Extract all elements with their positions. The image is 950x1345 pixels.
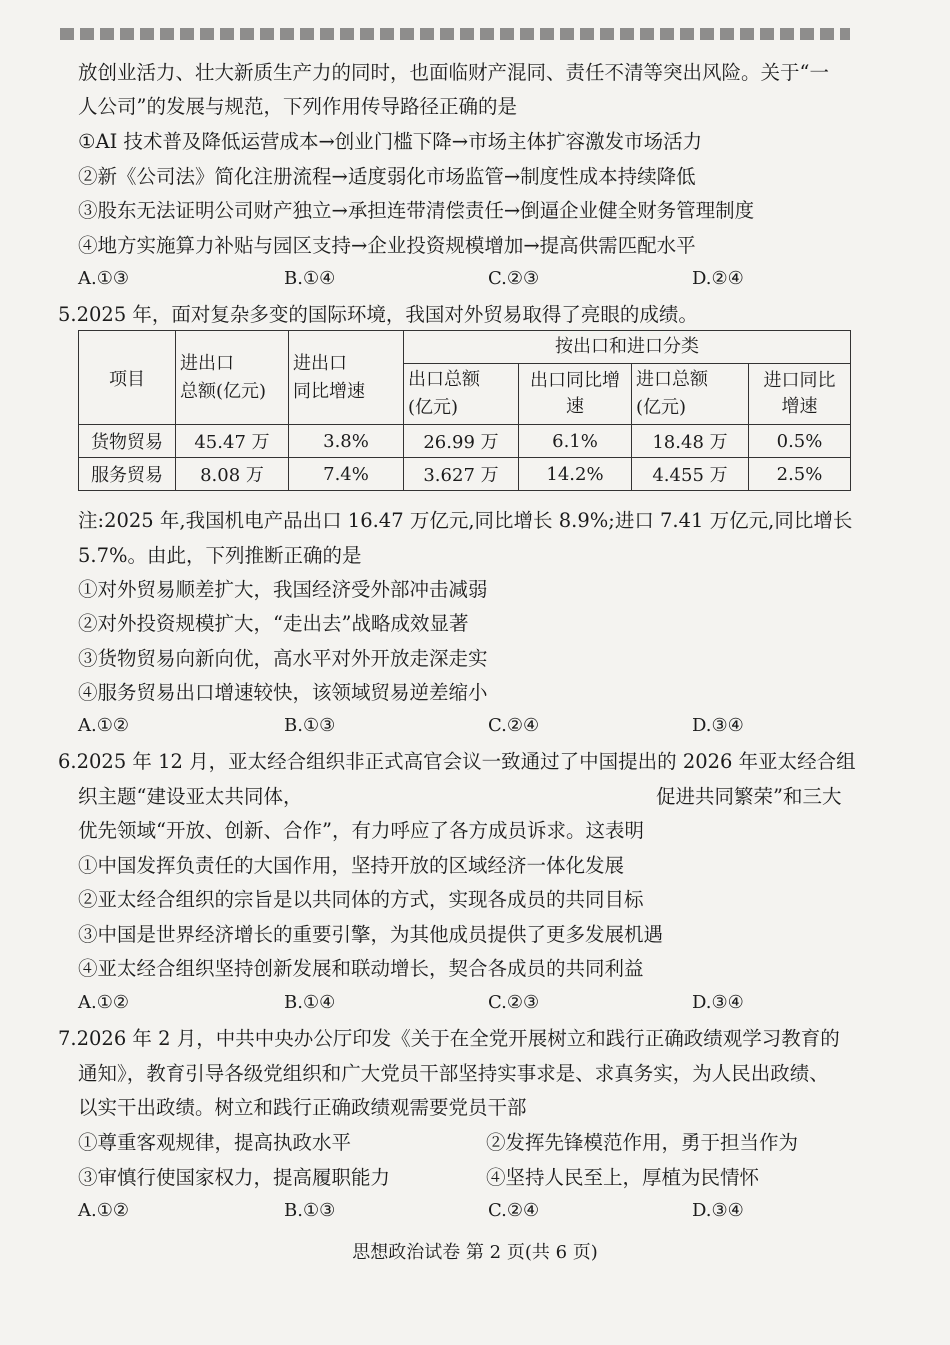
q7-item-3: ③审慎行使国家权力，提高履职能力 [78,1166,391,1189]
row-goods-total: 45.47 万 [176,425,289,458]
q4-option-d: D.②④ [692,268,744,289]
q6-line-1: 6.2025 年 12 月，亚太经合组织非正式高官会议一致通过了中国提出的 2026 年亚太经合组 [58,750,856,773]
q6-line-3: 优先领域“开放、创新、合作”，有力呼应了各方成员诉求。这表明 [78,819,644,842]
row-goods-name: 货物贸易 [79,425,176,458]
q4-item-4: ④地方实施算力补贴与园区支持→企业投资规模增加→提高供需匹配水平 [78,234,696,257]
row-services-import-growth: 2.5% [749,458,851,491]
header-total-line-2: 总额(亿元) [180,380,267,402]
q4-line-2: 人公司”的发展与规范，下列作用传导路径正确的是 [78,95,517,118]
q5-stem: 5.2025 年，面对复杂多变的国际环境，我国对外贸易取得了亮眼的成绩。 [58,303,698,326]
header-export-growth-line-2: 速 [566,396,584,417]
row-services-import: 4.455 万 [632,458,749,491]
q6-options [78,992,868,1018]
q7-options [78,1200,868,1226]
q6-option-d: D.③④ [692,992,744,1013]
header-import-growth [749,364,851,425]
q4-item-3: ③股东无法证明公司财产独立→承担连带清偿责任→倒逼企业健全财务管理制度 [78,199,755,222]
header-growth-line-1: 进出口 [293,352,347,374]
header-export-line-1: 出口总额 [408,369,480,390]
row-goods-import-growth: 0.5% [749,425,851,458]
q6-line-2-part-1: 织主题“建设亚太共同体， [78,785,303,808]
q6-option-c: C.②③ [488,992,540,1013]
q4-option-a: A.①③ [78,268,129,289]
q5-item-3: ③货物贸易向新向优，高水平对外开放走深走实 [78,647,488,670]
q6-line-2-part-2: 促进共同繁荣”和三大 [656,785,842,808]
row-services-name: 服务贸易 [79,458,176,491]
header-import [632,364,749,425]
cropped-top-line [60,28,850,40]
q6-option-a: A.①② [78,992,129,1013]
header-export-growth-line-1: 出口同比增 [530,370,620,391]
q7-option-c: C.②④ [488,1200,540,1221]
header-export-line-2: (亿元) [408,397,459,418]
header-export-growth [519,364,632,425]
q5-options [78,715,868,741]
q6-item-4: ④亚太经合组织坚持创新发展和联动增长，契合各成员的共同利益 [78,957,644,980]
header-import-line-1: 进口总额 [636,369,708,390]
page-footer: 思想政治试卷 第 2 页(共 6 页) [352,1242,598,1263]
header-group: 按出口和进口分类 [404,331,851,364]
header-total-line-1: 进出口 [180,352,234,374]
q5-note-1: 注:2025 年,我国机电产品出口 16.47 万亿元,同比增长 8.9%;进口 7.41 万亿元,同比增长 [78,509,853,532]
q7-item-4: ④坚持人民至上，厚植为民情怀 [486,1166,760,1189]
q5-option-b: B.①③ [284,715,336,736]
q7-item-1: ①尊重客观规律，提高执政水平 [78,1131,352,1154]
q7-items-row-1 [78,1130,868,1156]
row-goods-export: 26.99 万 [404,425,519,458]
q7-line-1: 7.2026 年 2 月，中共中央办公厅印发《关于在全党开展树立和践行正确政绩观学习教育的 [58,1027,840,1050]
q4-options [78,268,868,294]
q7-items-row-2 [78,1165,868,1191]
header-item: 项目 [79,331,176,425]
q7-item-2: ②发挥先锋模范作用，勇于担当作为 [486,1131,799,1154]
q4-option-b: B.①④ [284,268,336,289]
table-row [79,425,851,458]
row-goods-growth: 3.8% [289,425,404,458]
q4-item-1: ①AI 技术普及降低运营成本→创业门槛下降→市场主体扩容激发市场活力 [78,130,703,153]
header-import-line-2: (亿元) [636,397,687,418]
q7-option-d: D.③④ [692,1200,744,1221]
q4-item-2: ②新《公司法》简化注册流程→适度弱化市场监管→制度性成本持续降低 [78,165,696,188]
q6-item-1: ①中国发挥负责任的大国作用，坚持开放的区域经济一体化发展 [78,854,625,877]
q5-item-1: ①对外贸易顺差扩大，我国经济受外部冲击减弱 [78,578,488,601]
row-goods-import: 18.48 万 [632,425,749,458]
header-import-growth-line-1: 进口同比 [763,370,836,391]
q5-note-2: 5.7%。由此，下列推断正确的是 [78,544,362,567]
q6-line-2 [78,784,868,810]
q6-option-b: B.①④ [284,992,336,1013]
row-services-export: 3.627 万 [404,458,519,491]
q6-item-2: ②亚太经合组织的宗旨是以共同体的方式，实现各成员的共同目标 [78,888,644,911]
q5-item-4: ④服务贸易出口增速较快，该领域贸易逆差缩小 [78,681,488,704]
q7-line-3: 以实干出政绩。树立和践行正确政绩观需要党员干部 [78,1096,527,1119]
q5-item-2: ②对外投资规模扩大，“走出去”战略成效显著 [78,612,469,635]
q7-option-b: B.①③ [284,1200,336,1221]
row-services-growth: 7.4% [289,458,404,491]
q7-option-a: A.①② [78,1200,129,1221]
header-total [176,331,289,425]
q4-option-c: C.②③ [488,268,540,289]
q5-option-d: D.③④ [692,715,744,736]
q5-option-a: A.①② [78,715,129,736]
trade-table [78,330,851,491]
header-import-growth-line-2: 增速 [781,396,818,417]
header-growth-line-2: 同比增速 [293,380,365,402]
table-row [79,458,851,491]
header-export [404,364,519,425]
row-goods-export-growth: 6.1% [519,425,632,458]
q7-line-2: 通知》，教育引导各级党组织和广大党员干部坚持实事求是、求真务实，为人民出政绩、 [78,1062,829,1085]
header-growth [289,331,404,425]
row-services-export-growth: 14.2% [519,458,632,491]
row-services-total: 8.08 万 [176,458,289,491]
q6-item-3: ③中国是世界经济增长的重要引擎，为其他成员提供了更多发展机遇 [78,923,664,946]
q5-option-c: C.②④ [488,715,540,736]
q4-line-1: 放创业活力、壮大新质生产力的同时，也面临财产混同、责任不清等突出风险。关于“一 [78,61,829,84]
